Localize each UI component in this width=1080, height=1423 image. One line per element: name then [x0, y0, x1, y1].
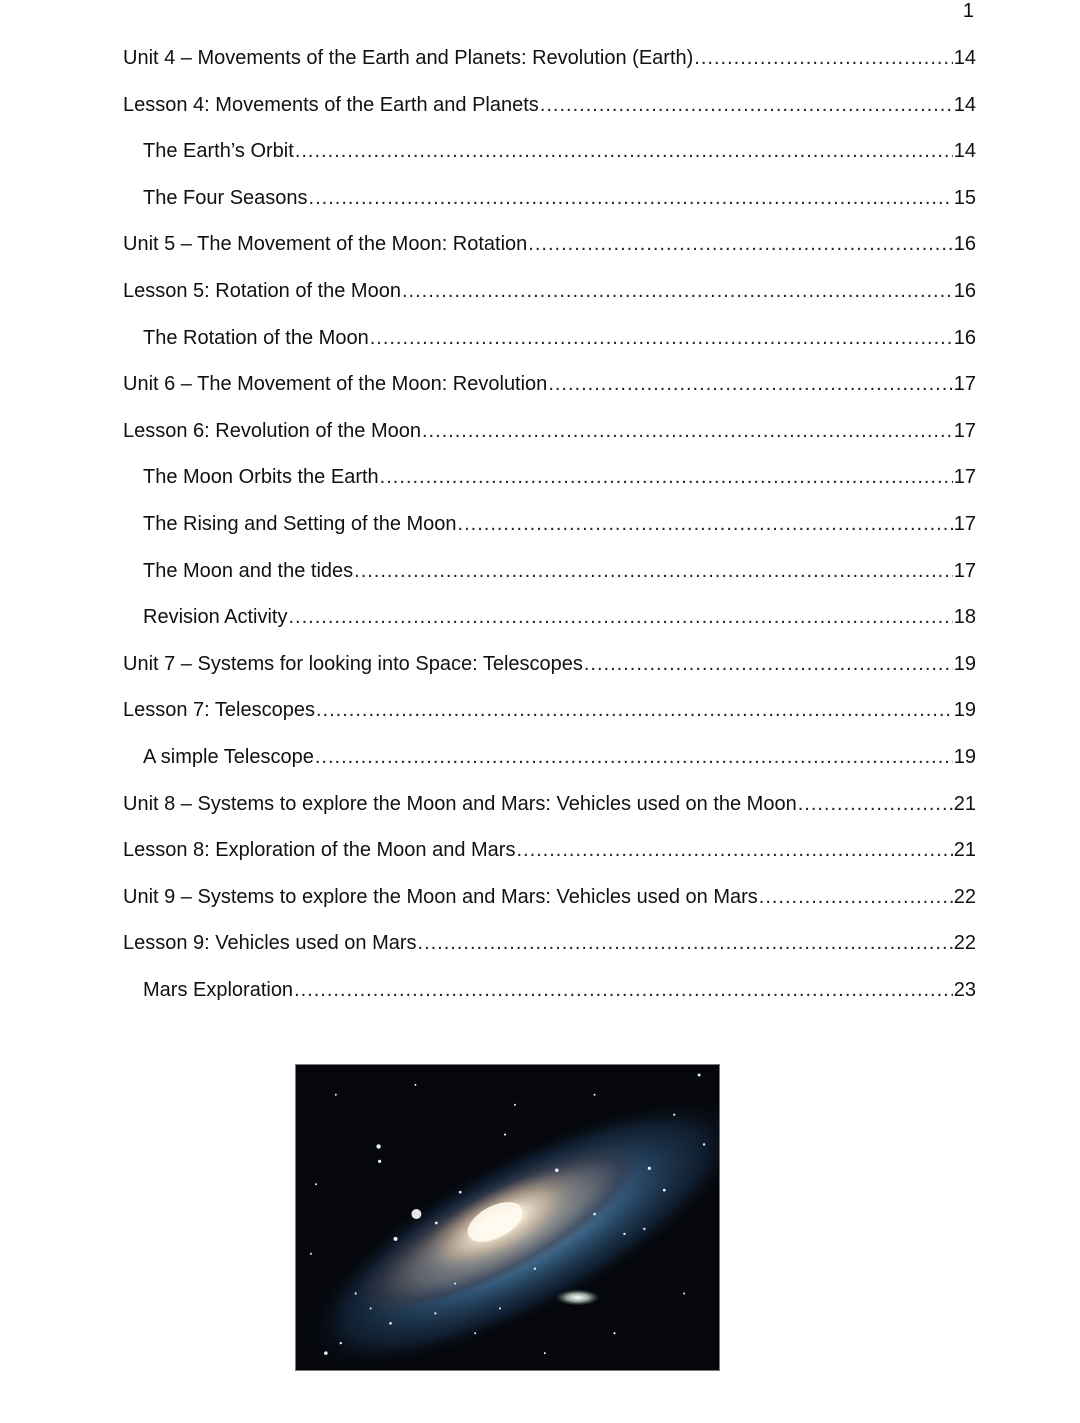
toc-entry-page: 16	[953, 326, 976, 349]
toc-entry-title: The Moon and the tides	[143, 559, 354, 582]
toc-entry-page: 17	[953, 512, 976, 535]
toc-entry-moon-and-tides[interactable]	[123, 559, 976, 606]
toc-dot-leader	[584, 652, 953, 676]
toc-entry-page: 19	[953, 652, 976, 675]
table-of-contents	[123, 46, 976, 1024]
toc-entry-lesson-9[interactable]	[123, 931, 976, 978]
toc-entry-page: 15	[953, 186, 976, 209]
toc-entry-title: Unit 6 – The Movement of the Moon: Revolution	[123, 373, 548, 396]
toc-entry-revision-activity[interactable]	[123, 605, 976, 652]
toc-entry-title: The Moon Orbits the Earth	[143, 466, 379, 489]
toc-dot-leader	[694, 46, 952, 70]
toc-entry-title: Unit 5 – The Movement of the Moon: Rotation	[123, 233, 528, 256]
toc-dot-leader	[402, 279, 953, 303]
toc-entry-page: 21	[953, 839, 976, 862]
toc-entry-title: Lesson 5: Rotation of the Moon	[123, 279, 401, 302]
toc-entry-lesson-6[interactable]	[123, 419, 976, 466]
page-number: 1	[962, 0, 974, 22]
toc-dot-leader	[294, 978, 953, 1002]
galaxy-image	[295, 1064, 720, 1371]
toc-entry-page: 18	[953, 606, 976, 629]
toc-entry-page: 17	[953, 466, 976, 489]
toc-entry-unit-4[interactable]	[123, 46, 976, 93]
toc-entry-lesson-7[interactable]	[123, 698, 976, 745]
toc-entry-unit-8[interactable]	[123, 792, 976, 839]
toc-entry-title: Unit 7 – Systems for looking into Space: Telescopes	[123, 652, 583, 675]
toc-entry-title: The Rotation of the Moon	[143, 326, 369, 349]
toc-dot-leader	[422, 419, 953, 443]
toc-entry-page: 14	[953, 47, 976, 69]
toc-entry-simple-telescope[interactable]	[123, 745, 976, 792]
toc-entry-title: Lesson 8: Exploration of the Moon and Mars	[123, 839, 516, 862]
toc-entry-page: 22	[953, 885, 976, 908]
toc-entry-title: A simple Telescope	[143, 745, 314, 768]
toc-dot-leader	[289, 605, 953, 629]
toc-entry-lesson-4[interactable]	[123, 93, 976, 140]
toc-dot-leader	[548, 372, 952, 396]
toc-dot-leader	[458, 512, 953, 536]
toc-entry-page: 19	[953, 745, 976, 768]
toc-entry-page: 14	[953, 140, 976, 163]
toc-entry-title: The Earth’s Orbit	[143, 140, 294, 163]
toc-dot-leader	[380, 465, 953, 489]
toc-dot-leader	[316, 698, 953, 722]
toc-entry-rotation-of-moon[interactable]	[123, 326, 976, 373]
toc-entry-unit-6[interactable]	[123, 372, 976, 419]
toc-dot-leader	[295, 139, 953, 163]
toc-entry-page: 17	[953, 559, 976, 582]
toc-entry-page: 17	[953, 373, 976, 396]
toc-entry-earths-orbit[interactable]	[123, 139, 976, 186]
toc-entry-title: Lesson 7: Telescopes	[123, 699, 315, 722]
toc-entry-moon-orbits-earth[interactable]	[123, 465, 976, 512]
toc-entry-page: 21	[953, 792, 976, 815]
galaxy-illustration	[296, 1065, 719, 1370]
toc-dot-leader	[315, 745, 953, 769]
toc-entry-page: 17	[953, 419, 976, 442]
toc-entry-title: Lesson 6: Revolution of the Moon	[123, 419, 421, 442]
toc-entry-page: 23	[953, 978, 976, 1001]
toc-entry-unit-9[interactable]	[123, 885, 976, 932]
toc-entry-unit-7[interactable]	[123, 652, 976, 699]
toc-entry-page: 16	[953, 233, 976, 256]
toc-dot-leader	[540, 93, 953, 117]
toc-entry-unit-5[interactable]	[123, 232, 976, 279]
toc-entry-page: 19	[953, 699, 976, 722]
toc-entry-title: Revision Activity	[143, 606, 288, 629]
toc-dot-leader	[418, 931, 953, 955]
toc-dot-leader	[798, 792, 953, 816]
toc-entry-rising-setting-moon[interactable]	[123, 512, 976, 559]
toc-dot-leader	[309, 186, 953, 210]
toc-entry-lesson-8[interactable]	[123, 838, 976, 885]
toc-entry-page: 22	[953, 932, 976, 955]
toc-dot-leader	[516, 838, 952, 862]
toc-entry-lesson-5[interactable]	[123, 279, 976, 326]
toc-entry-title: Unit 8 – Systems to explore the Moon and Mars: Vehicles used on the Moon	[123, 792, 797, 815]
toc-entry-four-seasons[interactable]	[123, 186, 976, 233]
toc-dot-leader	[759, 885, 953, 909]
toc-entry-mars-exploration[interactable]	[123, 978, 976, 1025]
toc-entry-title: Lesson 4: Movements of the Earth and Planets	[123, 93, 539, 116]
toc-dot-leader	[370, 326, 953, 350]
toc-entry-title: Unit 9 – Systems to explore the Moon and Mars: Vehicles used on Mars	[123, 885, 758, 908]
toc-entry-title: The Four Seasons	[143, 186, 308, 209]
toc-dot-leader	[354, 559, 953, 583]
toc-entry-title: The Rising and Setting of the Moon	[143, 512, 457, 535]
toc-entry-title: Mars Exploration	[143, 978, 294, 1001]
toc-entry-title: Lesson 9: Vehicles used on Mars	[123, 932, 417, 955]
toc-entry-page: 16	[953, 279, 976, 302]
toc-dot-leader	[528, 232, 952, 256]
toc-entry-page: 14	[953, 93, 976, 116]
toc-entry-title: Unit 4 – Movements of the Earth and Planets: Revolution (Earth)	[123, 47, 694, 69]
